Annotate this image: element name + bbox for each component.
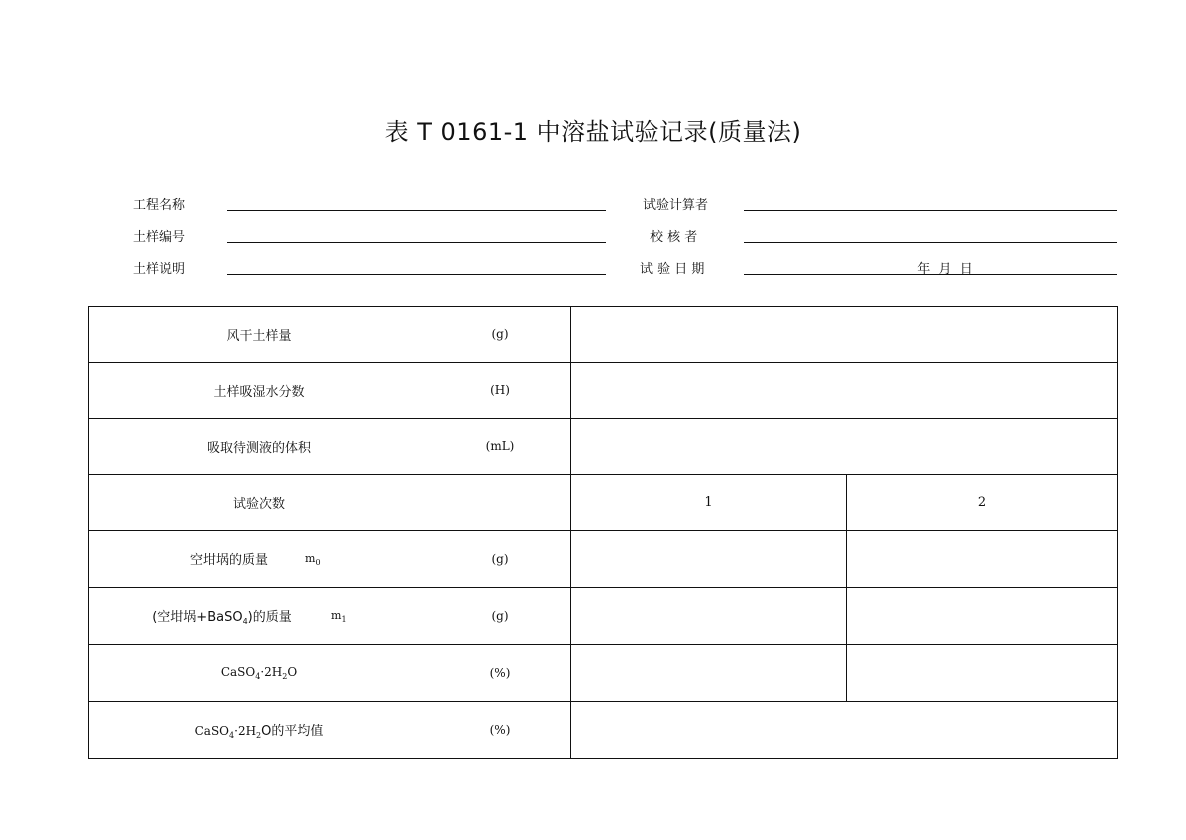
trial-col-2: 2: [977, 494, 987, 510]
air-dry-mass-label: 风干土样量: [226, 328, 292, 344]
volume-unit: (mL): [485, 439, 515, 453]
hygroscopic-label: 土样吸湿水分数: [213, 384, 305, 400]
test-date-label: 试 验 日 期: [640, 262, 705, 277]
crucible-baso4-value-2[interactable]: [847, 588, 1117, 644]
crucible-baso4-value-1[interactable]: [571, 588, 846, 644]
hygroscopic-value-cell[interactable]: [571, 363, 1117, 418]
sample-no-label: 土样编号: [133, 230, 186, 245]
air-dry-mass-unit: (g): [491, 327, 509, 341]
air-dry-mass-value-cell[interactable]: [571, 307, 1117, 362]
project-name-label: 工程名称: [133, 198, 186, 213]
caso4-avg-unit: (%): [489, 722, 511, 737]
empty-crucible-value-2[interactable]: [847, 531, 1117, 587]
caso4-text: $CaSO_4\cdot 2H_2O$: [220, 664, 298, 681]
caso4-avg-label: [88, 701, 430, 758]
hygroscopic-unit: (H): [490, 383, 510, 397]
trial-count-label: 试验次数: [232, 496, 285, 512]
sample-desc-label: 土样说明: [133, 262, 186, 277]
empty-crucible-value-1[interactable]: [571, 531, 846, 587]
empty-crucible-text: 空坩埚的质量: [189, 553, 268, 568]
empty-crucible-unit: (g): [491, 551, 509, 566]
volume-label: 吸取待测液的体积: [206, 440, 311, 456]
caso4-unit: (%): [489, 665, 511, 680]
empty-crucible-symbol: $m_0$: [305, 552, 321, 567]
trial-col-1: 1: [704, 494, 713, 510]
checker-label: 校 核 者: [650, 230, 698, 245]
empty-crucible-label: [88, 530, 430, 587]
crucible-baso4-symbol: $m_1$: [331, 609, 347, 624]
caso4-avg-value-cell[interactable]: [571, 702, 1117, 758]
page-title: 表 T 0161-1 中溶盐试验记录(质量法): [384, 118, 802, 146]
caso4-value-2[interactable]: [847, 645, 1117, 701]
caso4-label: [88, 644, 430, 701]
caso4-avg-text: $CaSO_4\cdot 2H_2O$的平均值: [194, 723, 324, 740]
calculator-label: 试验计算者: [643, 198, 709, 213]
crucible-baso4-text: (空坩埚+BaSO$_4$)的质量: [152, 609, 292, 626]
date-placeholder: 年 月 日: [917, 262, 973, 277]
crucible-baso4-label: [88, 587, 430, 644]
caso4-value-1[interactable]: [571, 645, 846, 701]
crucible-baso4-unit: (g): [491, 608, 509, 623]
volume-value-cell[interactable]: [571, 419, 1117, 474]
